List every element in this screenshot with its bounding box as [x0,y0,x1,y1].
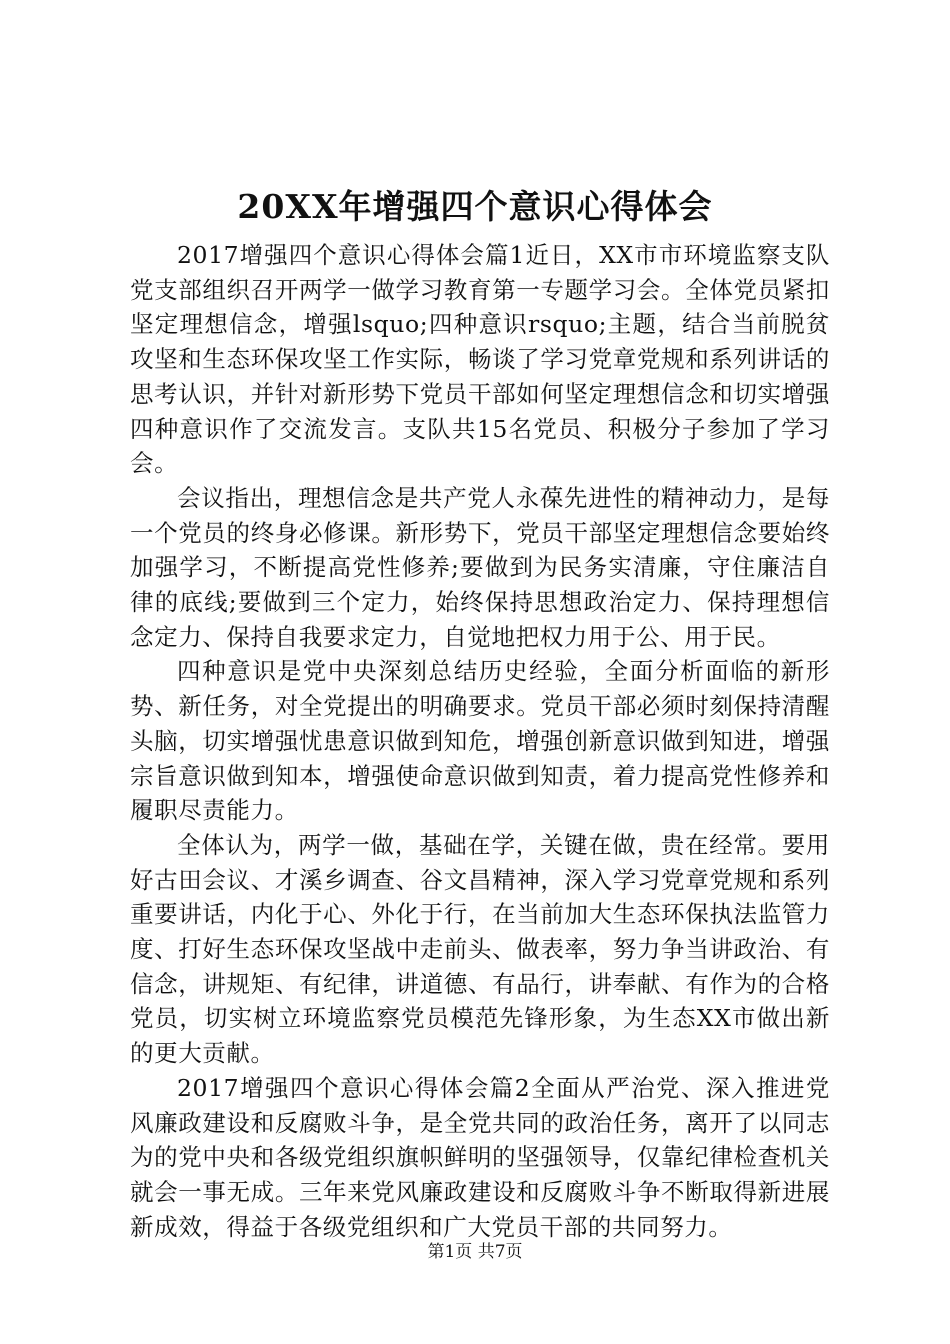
page-number-footer: 第1页 共7页 [427,1242,523,1262]
document-body [130,238,830,1244]
document-title: 20XX年增强四个意识心得体会 [237,187,713,226]
paragraph-5: 2017增强四个意识心得体会篇2全面从严治党、深入推进党风廉政建设和反腐败斗争，是全党共同的政治任务，离开了以同志为的党中央和各级党组织旗帜鲜明的坚强领导，仅靠纪律检查机关就会一事无成。三年来党风廉政建设和反腐败斗争不断取得新进展新成效，得益于各级党组织和广大党员干部的共同努力。 [130,1073,830,1241]
paragraph-4: 全体认为，两学一做，基础在学，关键在做，贵在经常。要用好古田会议、才溪乡调查、谷文昌精神，深入学习党章党规和系列重要讲话，内化于心、外化于行，在当前加大生态环保执法监管力度、打好生态环保攻坚战中走前头、做表率，努力争当讲政治、有信念，讲规矩、有纪律，讲道德、有品行，讲奉献、有作为的合格党员，切实树立环境监察党员模范先锋形象，为生态XX市做出新的更大贡献。 [130,830,830,1068]
paragraph-1: 2017增强四个意识心得体会篇1近日，XX市市环境监察支队党支部组织召开两学一做学习教育第一专题学习会。全体党员紧扣坚定理想信念，增强lsquo;四种意识rsquo;主题，结合当前脱贫攻坚和生态环保攻坚工作实际，畅谈了学习党章党规和系列讲话的思考认识，并针对新形势下党员干部如何坚定理想信念和切实增强四种意识作了交流发言。支队共15名党员、积极分子参加了学习会。 [130,241,830,478]
paragraph-3: 四种意识是党中央深刻总结历史经验，全面分析面临的新形势、新任务，对全党提出的明确要求。党员干部必须时刻保持清醒头脑，切实增强忧患意识做到知危，增强创新意识做到知进，增强宗旨意识做到知本，增强使命意识做到知责，着力提高党性修养和履职尽责能力。 [130,657,830,825]
paragraph-2: 会议指出，理想信念是共产党人永葆先进性的精神动力，是每一个党员的终身必修课。新形势下，党员干部坚定理想信念要始终加强学习，不断提高党性修养;要做到为民务实清廉，守住廉洁自律的底线;要做到三个定力，始终保持思想政治定力、保持理想信念定力、保持自我要求定力，自觉地把权力用于公、用于民。 [130,483,830,651]
